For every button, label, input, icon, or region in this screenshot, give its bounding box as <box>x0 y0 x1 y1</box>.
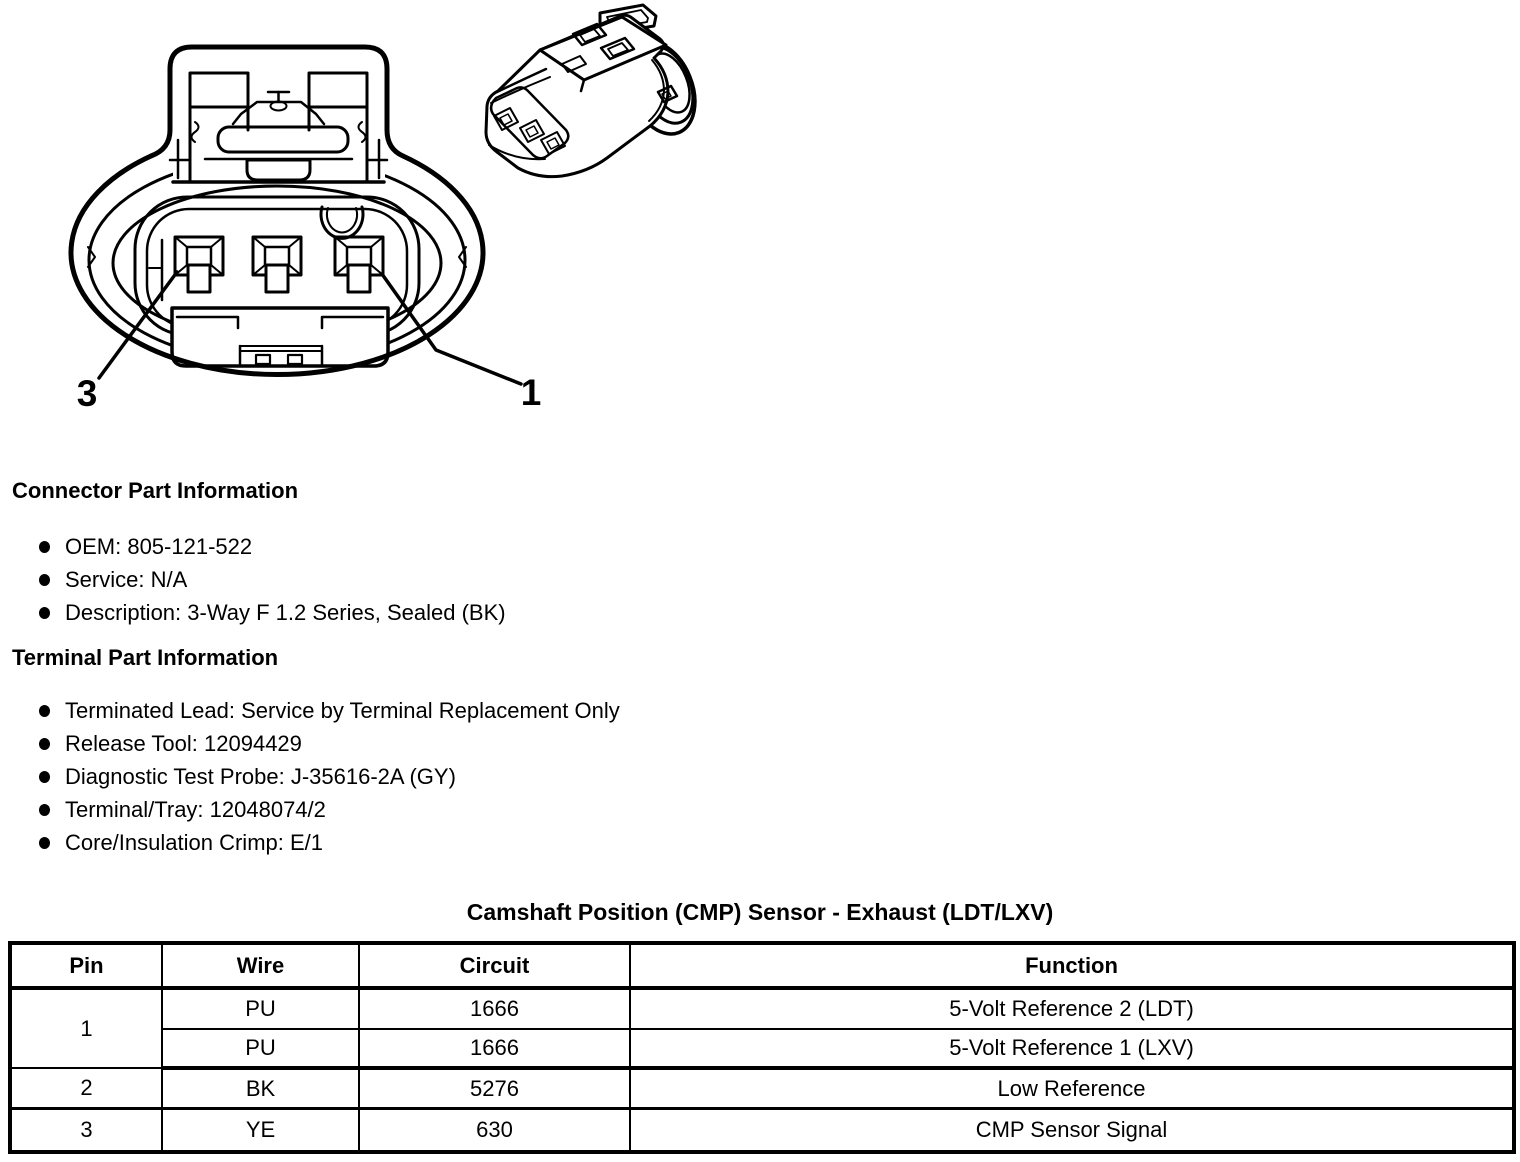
list-item <box>0 760 620 793</box>
column-header-function: Function <box>630 943 1514 988</box>
pin-cell: 3 <box>10 1109 162 1153</box>
pin-1-leader-line <box>382 274 521 384</box>
bullet-icon <box>39 804 50 816</box>
connector-front-view <box>71 47 521 384</box>
bullet-icon <box>39 738 50 750</box>
column-header-pin: Pin <box>10 943 162 988</box>
connector-part-info-heading: Connector Part Information <box>12 478 299 503</box>
bullet-text: Service: N/A <box>65 566 188 592</box>
bullet-text: OEM: 805-121-522 <box>65 533 253 559</box>
table-row <box>10 988 1514 1029</box>
table-row <box>10 1029 1514 1068</box>
connector-part-info-list <box>0 530 506 629</box>
list-item <box>0 694 620 727</box>
circuit-cell: 1666 <box>359 988 630 1029</box>
bullet-icon <box>39 705 50 717</box>
connector-diagram <box>0 0 760 440</box>
bullet-text: Terminal/Tray: 12048074/2 <box>65 796 326 822</box>
circuit-cell: 630 <box>359 1109 630 1153</box>
pinout-table-title: Camshaft Position (CMP) Sensor - Exhaust (LDT/LXV) <box>466 899 1054 925</box>
column-header-circuit: Circuit <box>359 943 630 988</box>
wire-cell: BK <box>162 1068 359 1109</box>
terminal-cavity-3 <box>175 237 223 292</box>
terminal-part-info-list <box>0 694 620 859</box>
list-item <box>0 793 620 826</box>
function-cell: Low Reference <box>630 1068 1514 1109</box>
bullet-text: Diagnostic Test Probe: J-35616-2A (GY) <box>65 763 456 789</box>
table-row <box>10 1109 1514 1153</box>
pin-1-label: 1 <box>520 372 542 413</box>
wire-cell: PU <box>162 1029 359 1068</box>
function-cell: CMP Sensor Signal <box>630 1109 1514 1153</box>
bullet-icon <box>39 574 50 586</box>
connector-perspective-view <box>486 5 708 177</box>
bullet-icon <box>39 837 50 849</box>
circuit-cell: 1666 <box>359 1029 630 1068</box>
list-item <box>0 727 620 760</box>
pinout-table <box>8 941 1516 1154</box>
table-row <box>10 1068 1514 1109</box>
column-header-wire: Wire <box>162 943 359 988</box>
pin-3-label: 3 <box>76 373 98 414</box>
bullet-text: Terminated Lead: Service by Terminal Replacement Only <box>65 697 620 723</box>
terminal-cavity-1 <box>335 237 383 292</box>
index-block <box>172 308 388 366</box>
wire-cell: PU <box>162 988 359 1029</box>
wire-cell: YE <box>162 1109 359 1153</box>
list-item <box>0 530 506 563</box>
bullet-icon <box>39 541 50 553</box>
bullet-icon <box>39 607 50 619</box>
pin-cell: 1 <box>10 988 162 1068</box>
pin-cell: 2 <box>10 1068 162 1109</box>
function-cell: 5-Volt Reference 1 (LXV) <box>630 1029 1514 1068</box>
circuit-cell: 5276 <box>359 1068 630 1109</box>
bullet-text: Core/Insulation Crimp: E/1 <box>65 829 323 855</box>
list-item <box>0 563 506 596</box>
keyway-notch <box>321 207 363 238</box>
terminal-cavity-2 <box>253 237 301 292</box>
function-cell: 5-Volt Reference 2 (LDT) <box>630 988 1514 1029</box>
list-item <box>0 596 506 629</box>
table-header-row <box>10 943 1514 988</box>
list-item <box>0 826 620 859</box>
bullet-text: Description: 3-Way F 1.2 Series, Sealed (BK) <box>65 599 506 625</box>
bullet-icon <box>39 771 50 783</box>
bullet-text: Release Tool: 12094429 <box>65 730 302 756</box>
terminal-part-info-heading: Terminal Part Information <box>12 645 279 670</box>
